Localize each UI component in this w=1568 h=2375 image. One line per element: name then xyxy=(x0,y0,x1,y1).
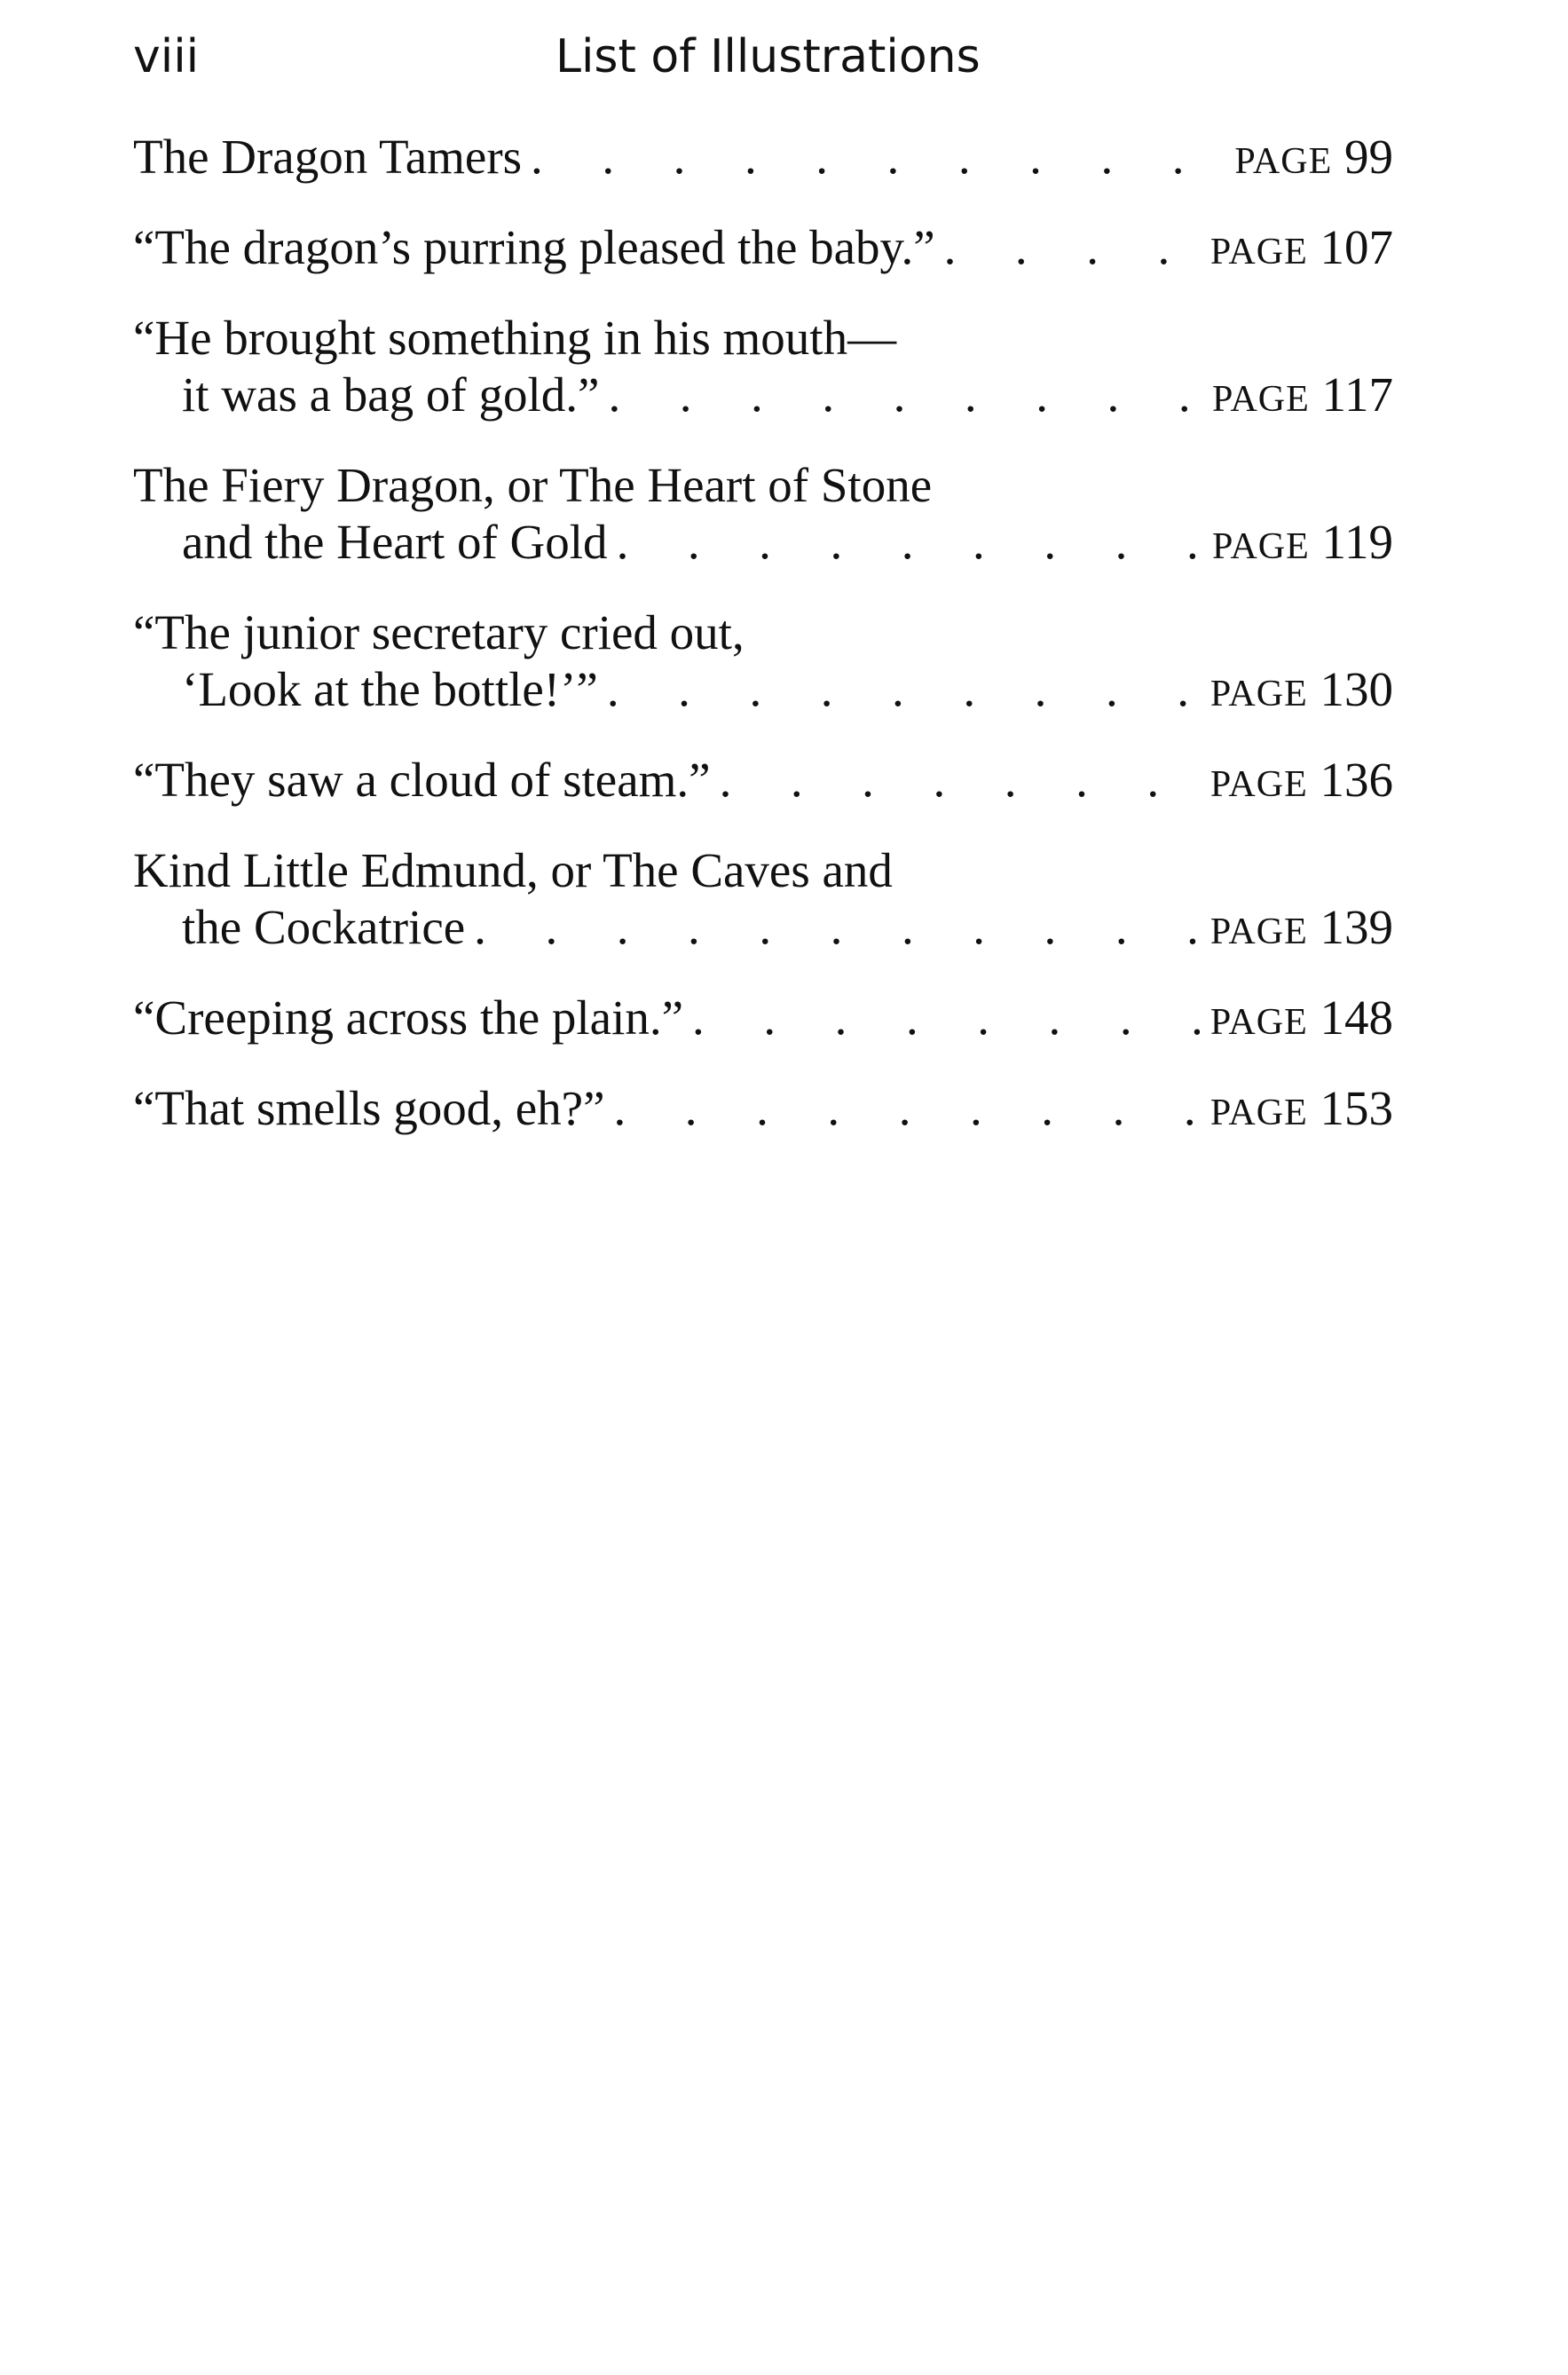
entry-line xyxy=(133,899,1393,960)
page-label: PAGE xyxy=(1209,764,1308,805)
page-number: viii xyxy=(133,30,200,83)
page-number-ref: 148 xyxy=(1320,990,1393,1045)
illustration-caption: The Fiery Dragon, or The Heart of Stone xyxy=(133,458,933,512)
illustration-caption: Kind Little Edmund, or The Caves and xyxy=(133,843,893,897)
page-number-ref: 107 xyxy=(1320,220,1393,274)
page-reference xyxy=(1200,990,1393,1051)
entry-line xyxy=(133,129,1393,190)
page-label: PAGE xyxy=(1209,911,1308,952)
entry-line xyxy=(133,661,1393,722)
illustration-caption: The Dragon Tamers xyxy=(133,130,523,184)
dot-leader xyxy=(522,129,1224,185)
list-item xyxy=(133,310,1393,428)
page-number-ref: 139 xyxy=(1320,900,1393,954)
page-reference xyxy=(1200,661,1393,722)
illustration-caption-continued: it was a bag of gold.” xyxy=(182,367,600,422)
list-item xyxy=(133,604,1393,722)
list-item xyxy=(133,1080,1393,1141)
illustration-caption: “That smells good, eh?” xyxy=(133,1081,605,1135)
entry-line xyxy=(133,457,1393,514)
page-number-ref: 130 xyxy=(1320,662,1393,716)
dot-leader xyxy=(711,752,1200,809)
illustration-caption-continued: and the Heart of Gold xyxy=(182,515,608,569)
list-item xyxy=(133,752,1393,813)
page-number-ref: 99 xyxy=(1344,130,1393,184)
illustration-caption-continued: ‘Look at the bottle!’” xyxy=(182,662,598,716)
page-label: PAGE xyxy=(1234,141,1333,182)
list-item xyxy=(133,129,1393,190)
page-reference xyxy=(1200,1080,1393,1141)
dot-leader xyxy=(608,514,1202,571)
page-reference xyxy=(1224,129,1393,190)
running-head xyxy=(133,21,1393,92)
dot-leader xyxy=(599,367,1202,423)
dot-leader xyxy=(598,661,1200,718)
page-label: PAGE xyxy=(1211,526,1310,567)
list-item xyxy=(133,219,1393,280)
entry-line xyxy=(133,990,1393,1051)
page-reference xyxy=(1202,367,1393,428)
dot-leader xyxy=(605,1080,1200,1137)
dot-leader xyxy=(683,990,1200,1046)
list-item xyxy=(133,842,1393,960)
entry-line xyxy=(133,310,1393,367)
page-title: List of Illustrations xyxy=(555,30,981,83)
illustrations-list xyxy=(133,129,1393,1171)
entry-line xyxy=(133,367,1393,428)
entry-line xyxy=(133,604,1393,661)
illustration-caption: “The junior secretary cried out, xyxy=(133,605,745,659)
entry-line xyxy=(133,219,1393,280)
illustration-caption: “They saw a cloud of steam.” xyxy=(133,753,711,807)
page-number-ref: 117 xyxy=(1321,367,1393,422)
list-item xyxy=(133,457,1393,575)
illustration-caption: “He brought something in his mouth— xyxy=(133,311,897,365)
list-item xyxy=(133,990,1393,1051)
illustration-caption: “Creeping across the plain.” xyxy=(133,990,684,1045)
page-reference xyxy=(1200,219,1393,280)
page-label: PAGE xyxy=(1209,1002,1308,1043)
page-reference xyxy=(1200,752,1393,813)
page-reference xyxy=(1202,514,1393,575)
dot-leader xyxy=(935,219,1200,276)
page-label: PAGE xyxy=(1209,1093,1308,1133)
entry-line xyxy=(133,752,1393,813)
page-label: PAGE xyxy=(1209,674,1308,714)
dot-leader xyxy=(465,899,1200,956)
entry-line xyxy=(133,514,1393,575)
page-number-ref: 119 xyxy=(1321,515,1393,569)
illustration-caption-continued: the Cockatrice xyxy=(182,900,466,954)
page-number-ref: 153 xyxy=(1320,1081,1393,1135)
page-reference xyxy=(1200,899,1393,960)
page-label: PAGE xyxy=(1211,379,1310,420)
entry-line xyxy=(133,1080,1393,1141)
page-number-ref: 136 xyxy=(1320,753,1393,807)
entry-line xyxy=(133,842,1393,899)
page-label: PAGE xyxy=(1209,232,1308,272)
illustration-caption: “The dragon’s purring pleased the baby.” xyxy=(133,220,935,274)
